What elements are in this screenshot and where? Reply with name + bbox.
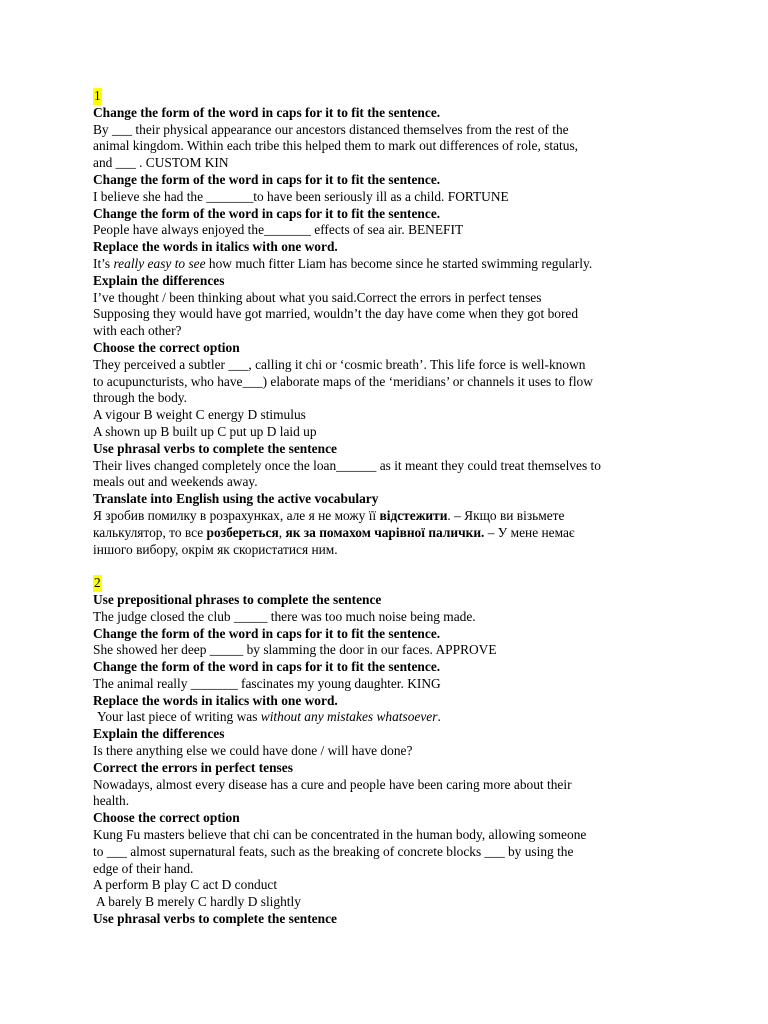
question-text: Nowadays, almost every disease has a cure and people have been caring more about their (93, 776, 572, 792)
section-2 (93, 575, 683, 928)
question-heading: Explain the differences (93, 272, 225, 288)
text-run: . – Якщо ви візьмете (447, 507, 565, 523)
question-text: I believe she had the _______to have been seriously ill as a child. FORTUNE (93, 188, 509, 204)
question-heading: Correct the errors in perfect tenses (93, 759, 293, 775)
answer-options: A vigour B weight C energy D stimulus (93, 407, 306, 423)
question-text: with each other? (93, 323, 182, 339)
question-heading: Change the form of the word in caps for it to fit the sentence. (93, 659, 441, 675)
question-heading: Change the form of the word in caps for it to fit the sentence. (93, 171, 441, 187)
question-heading: Choose the correct option (93, 339, 240, 355)
question-heading: Replace the words in italics with one word. (93, 692, 338, 708)
document-content (93, 88, 683, 928)
question-text: Their lives changed completely once the loan______ as it meant they could treat themselves to (93, 457, 601, 473)
question-text: Is there anything else we could have done / will have done? (93, 743, 413, 759)
question-text: through the body. (93, 390, 187, 406)
question-heading: Translate into English using the active vocabulary (93, 491, 379, 507)
text-run: . (437, 709, 441, 725)
text-run: It’s (93, 255, 114, 271)
question-heading: Use phrasal verbs to complete the sentence (93, 911, 337, 927)
question-text: to acupuncturists, who have___) elaborate maps of the ‘meridians’ or channels it uses to flow (93, 373, 593, 389)
question-text: The judge closed the club _____ there was too much noise being made. (93, 608, 476, 624)
section-spacer (93, 558, 683, 575)
question-text: Supposing they would have got married, wouldn’t the day have come when they got bored (93, 306, 579, 322)
text-run: Your last piece of writing was (97, 709, 261, 725)
question-text: She showed her deep _____ by slamming the door in our faces. APPROVE (93, 642, 497, 658)
section-1 (93, 88, 683, 558)
question-heading: Change the form of the word in caps for it to fit the sentence. (93, 625, 441, 641)
text-run: калькулятор, то все (93, 524, 207, 540)
translation-text: іншого вибору, окрім як скористатися ним. (93, 541, 338, 557)
question-text: They perceived a subtler ___, calling it chi or ‘cosmic breath’. This life force is well-known (93, 356, 586, 372)
question-text: People have always enjoyed the_______ effects of sea air. BENEFIT (93, 222, 464, 238)
answer-options: A perform B play C act D conduct (93, 877, 278, 893)
question-text: The animal really _______ fascinates my young daughter. KING (93, 675, 441, 691)
text-run: how much fitter Liam has become since he started swimming regularly. (205, 255, 593, 271)
question-text: By ___ their physical appearance our ancestors distanced themselves from the rest of the (93, 121, 569, 137)
answer-options: A shown up B built up C put up D laid up (93, 423, 317, 439)
question-heading: Change the form of the word in caps for it to fit the sentence. (93, 205, 441, 221)
question-text (93, 709, 683, 726)
question-heading: Explain the differences (93, 726, 225, 742)
question-text: to ___ almost supernatural feats, such as the breaking of concrete blocks ___ by using the (93, 843, 574, 859)
question-heading: Choose the correct option (93, 810, 240, 826)
question-heading: Use prepositional phrases to complete the sentence (93, 591, 382, 607)
question-text (93, 256, 683, 273)
question-heading: Change the form of the word in caps for it to fit the sentence. (93, 104, 441, 120)
italic-phrase: without any mistakes whatsoever (260, 709, 438, 725)
bold-phrase: відстежити (379, 507, 448, 523)
text-run: – У мене немає (484, 524, 575, 540)
translation-text (93, 508, 683, 525)
section-number-highlight: 1 (94, 88, 101, 103)
question-text: animal kingdom. Within each tribe this helped them to mark out differences of role, status, (93, 138, 578, 154)
question-text: edge of their hand. (93, 860, 194, 876)
question-text: and ___ . CUSTOM KIN (93, 155, 229, 171)
question-text: Kung Fu masters believe that chi can be concentrated in the human body, allowing someone (93, 827, 587, 843)
question-heading: Use phrasal verbs to complete the sentence (93, 440, 337, 456)
bold-phrase: розбереться (206, 524, 279, 540)
question-text: I’ve thought / been thinking about what you said.Correct the errors in perfect tenses (93, 289, 542, 305)
italic-phrase: really easy to see (113, 255, 206, 271)
text-run: Я зробив помилку в розрахунках, але я не можу її (93, 507, 380, 523)
question-text: health. (93, 793, 130, 809)
answer-options: A barely B merely C hardly D slightly (96, 894, 301, 910)
question-heading: Replace the words in italics with one word. (93, 239, 338, 255)
translation-text (93, 525, 683, 542)
bold-phrase: як за помахом чарівної палички. (285, 524, 485, 540)
text-run: , (278, 524, 286, 540)
question-text: meals out and weekends away. (93, 474, 258, 490)
section-number-highlight: 2 (94, 575, 101, 591)
